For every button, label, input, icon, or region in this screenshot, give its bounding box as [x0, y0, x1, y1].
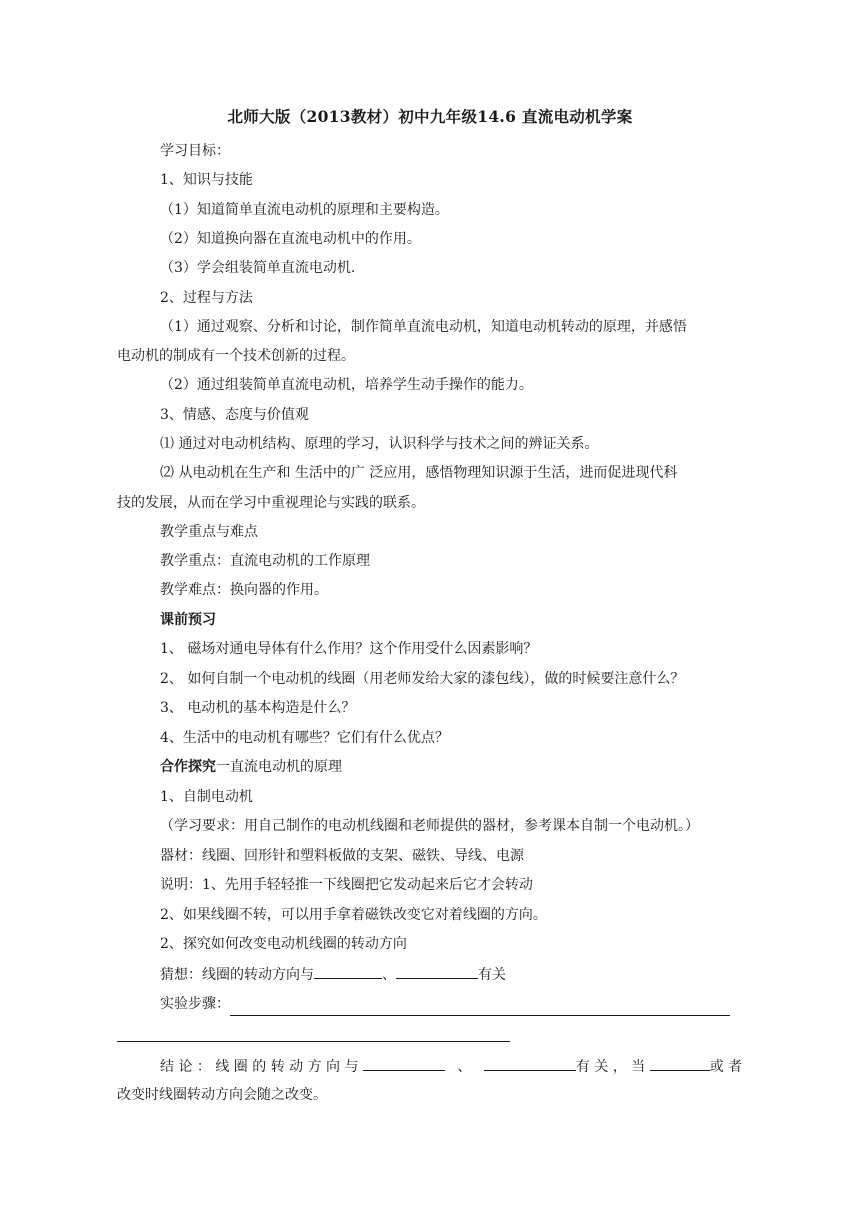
objective-item: （1）通过观察、分析和讨论，制作简单直流电动机，知道电动机转动的原理，并感悟: [160, 319, 687, 335]
conclusion-label: 结 论 ： 线 圈 的 转 动 方 向 与: [160, 1059, 359, 1075]
note-line: 2、如果线圈不转，可以用手拿着磁铁改变它对着线圈的方向。: [160, 907, 547, 923]
guess-blank-2[interactable]: [396, 964, 478, 979]
preview-heading: 课前预习: [160, 612, 216, 628]
objective-item-continuation: 电动机的制成有一个技术创新的过程。: [117, 348, 355, 364]
key-point: 教学重点：直流电动机的工作原理: [160, 553, 370, 569]
explore-heading: [160, 757, 342, 777]
preview-question: 2、 如何自制一个电动机的线圈（用老师发给大家的漆包线），做的时候要注意什么？: [160, 671, 685, 687]
explore-heading-bold: 合作探究: [160, 759, 216, 775]
steps-label: 实验步骤：: [160, 996, 230, 1012]
steps-answer-line[interactable]: [230, 1015, 730, 1016]
guess-label: 猜想：线圈的转动方向与: [160, 967, 314, 983]
steps-answer-line[interactable]: [117, 1041, 510, 1042]
learning-requirement: （学习要求：用自己制作的电动机线圈和老师提供的器材，参考课本自制一个电动机。）: [160, 818, 699, 834]
difficult-point: 教学难点：换向器的作用。: [160, 582, 328, 598]
conclusion-continuation: 改变时线圈转动方向会随之改变。: [117, 1087, 327, 1103]
objective-item: （2）通过组装简单直流电动机，培养学生动手操作的能力。: [160, 377, 533, 393]
guess-separator: 、: [382, 967, 396, 983]
objective-item: （1）知道简单直流电动机的原理和主要构造。: [160, 202, 449, 218]
objective-item: （3）学会组装简单直流电动机.: [160, 260, 356, 276]
conclusion-mid: 有 关 ， 当: [575, 1059, 646, 1075]
conclusion-blank-2[interactable]: [484, 1056, 576, 1071]
conclusion-line: [160, 1056, 742, 1077]
section-knowledge-skills: 1、知识与技能: [160, 172, 253, 188]
preview-question: 1、 磁场对通电导体有什么作用？这个作用受什么因素影响？: [160, 641, 538, 657]
objective-item: ⑵ 从电动机在生产和 生活中的广 泛应用，感悟物理知识源于生活，进而促进现代科: [160, 465, 678, 481]
section-process-method: 2、过程与方法: [160, 290, 253, 306]
objectives-heading: 学习目标：: [160, 143, 230, 159]
conclusion-separator: 、: [457, 1059, 472, 1075]
section-attitude-values: 3、情感、态度与价值观: [160, 407, 309, 423]
guess-line: [160, 964, 506, 985]
guess-suffix: 有关: [478, 967, 506, 983]
self-make-heading: 1、自制电动机: [160, 789, 253, 805]
conclusion-blank-3[interactable]: [650, 1056, 710, 1071]
materials-line: 器材：线圈、回形针和塑料板做的支架、磁铁、导线、电源: [160, 848, 524, 864]
objective-item: （2）知道换向器在直流电动机中的作用。: [160, 231, 421, 247]
preview-question: 3、 电动机的基本构造是什么？: [160, 700, 356, 716]
preview-question: 4、生活中的电动机有哪些？它们有什么优点？: [160, 730, 449, 746]
explore-heading-rest: 一直流电动机的原理: [216, 759, 342, 775]
note-line: 说明：1、先用手轻轻推一下线圈把它发动起来后它才会转动: [160, 877, 533, 893]
objective-item: ⑴ 通过对电动机结构、原理的学习，认识科学与技术之间的辨证关系。: [160, 436, 599, 452]
explore-direction-heading: 2、探究如何改变电动机线圈的转动方向: [160, 936, 407, 952]
guess-blank-1[interactable]: [314, 964, 382, 979]
objective-item-continuation: 技的发展，从而在学习中重视理论与实践的联系。: [117, 495, 425, 511]
conclusion-or: 或 者: [709, 1059, 743, 1075]
document-title: 北师大版（2013教材）初中九年级14.6 直流电动机学案: [227, 107, 633, 126]
key-difficult-heading: 教学重点与难点: [160, 524, 258, 540]
conclusion-blank-1[interactable]: [363, 1056, 445, 1071]
